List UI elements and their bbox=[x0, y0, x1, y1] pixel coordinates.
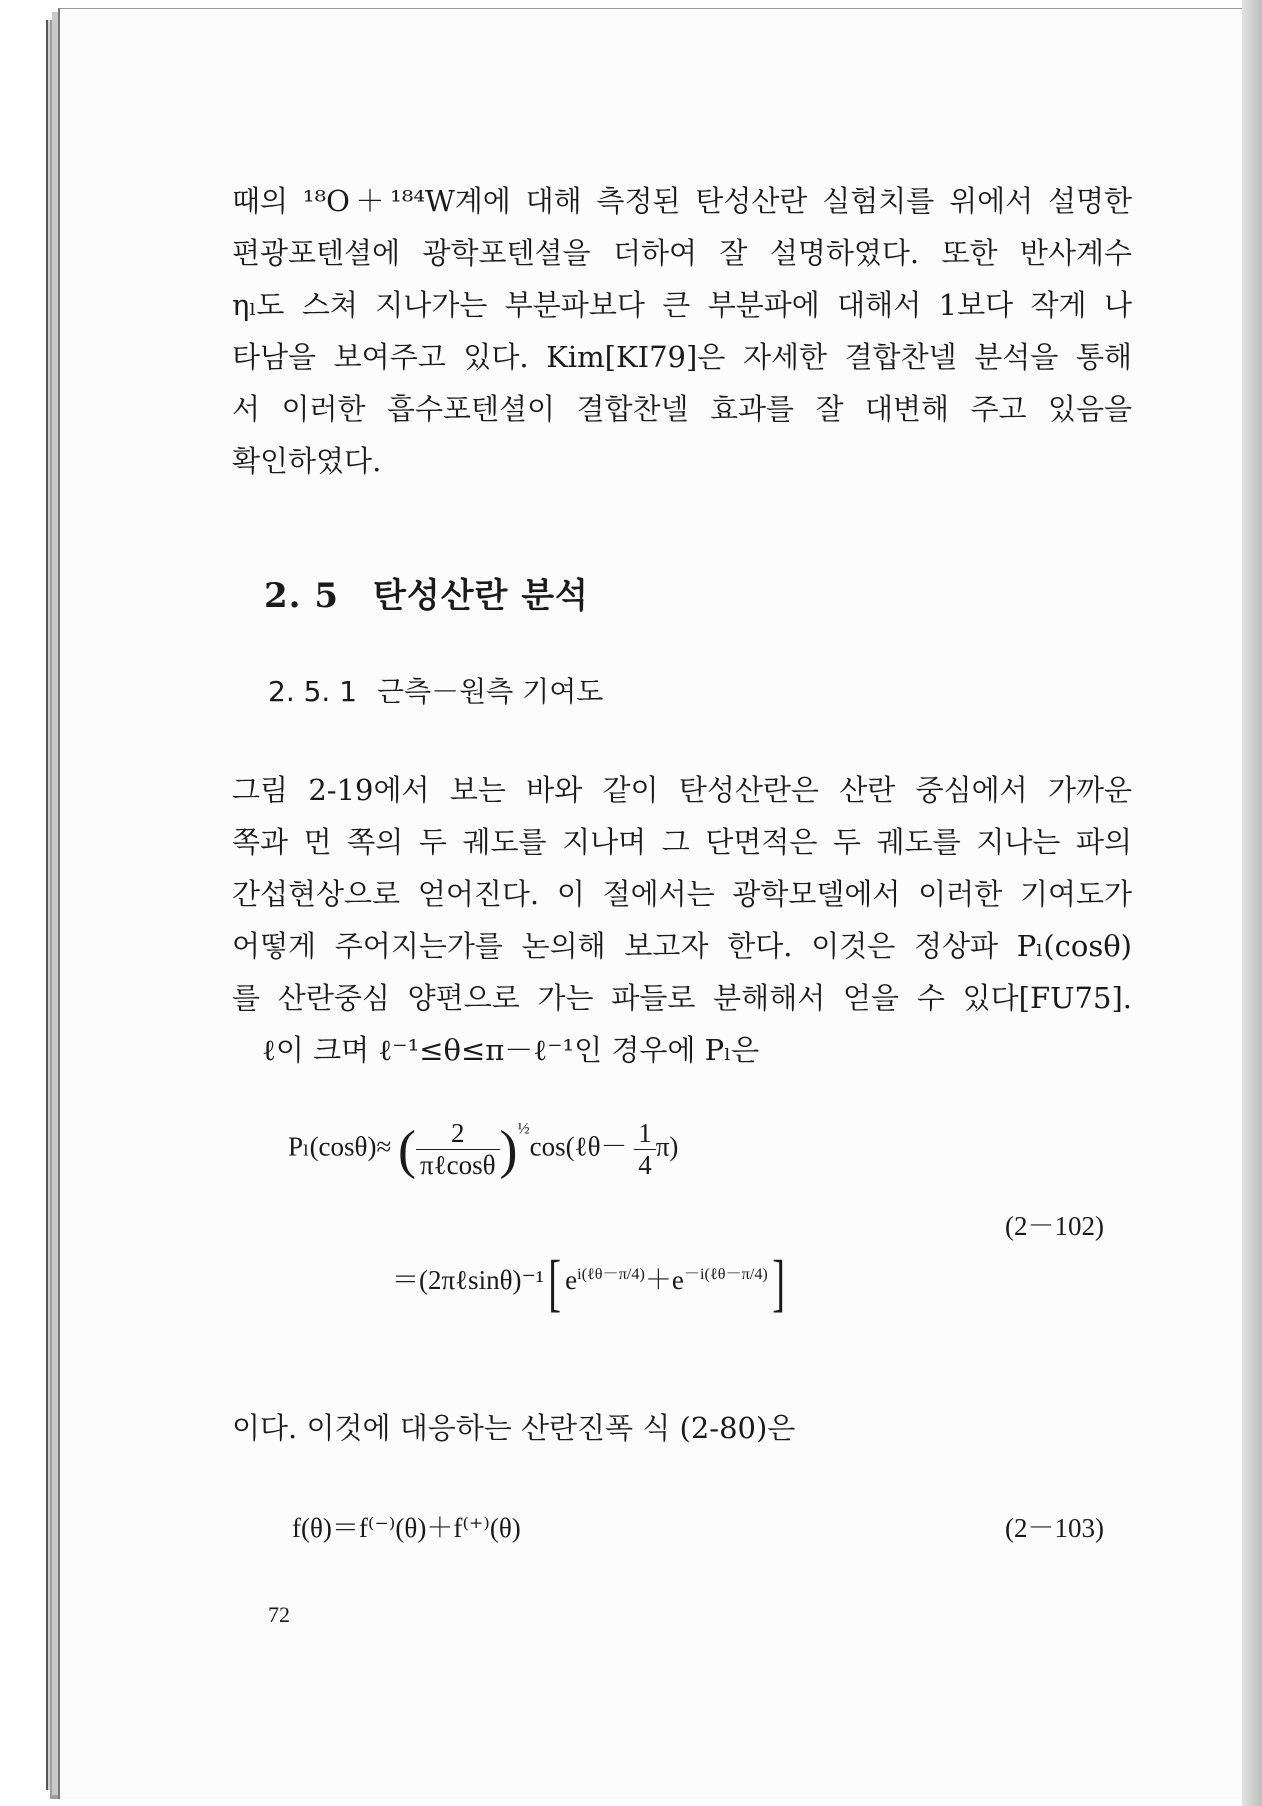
equation-number-2-102: (2－102) bbox=[1005, 1211, 1104, 1241]
exp-base: e bbox=[565, 1265, 578, 1296]
fraction bbox=[416, 1118, 500, 1181]
page-edge bbox=[1242, 0, 1262, 1806]
paragraph-body bbox=[232, 764, 1132, 1076]
equation-number-2-103: (2－103) bbox=[1005, 1513, 1104, 1543]
text-line: 서 이러한 흡수포텐셜이 결합찬넬 효과를 잘 대변해 주고 있음을 bbox=[232, 392, 1132, 426]
text-line: 때의 ¹⁸O＋¹⁸⁴W계에 대해 측정된 탄성산란 실험치를 위에서 설명한 bbox=[232, 184, 1132, 218]
fraction bbox=[634, 1118, 656, 1181]
equation-2-102-line2 bbox=[392, 1246, 789, 1320]
subsection-title: 근측－원측 기여도 bbox=[377, 675, 604, 708]
text-line: 를 산란중심 양편으로 가는 파들로 분해해서 얻을 수 있다[FU75]. bbox=[232, 981, 1132, 1015]
plus-term: ＋e bbox=[644, 1265, 684, 1296]
text-line: ℓ이 크며 ℓ⁻¹≤θ≤π－ℓ⁻¹인 경우에 Pₗ은 bbox=[262, 1033, 760, 1067]
fraction-numerator: 2 bbox=[416, 1118, 500, 1150]
paragraph-body-text bbox=[232, 764, 1132, 1076]
fraction-numerator: 1 bbox=[634, 1118, 656, 1150]
section-number: 2. 5 bbox=[264, 576, 339, 616]
exponent: －i(ℓθ－π/4) bbox=[683, 1265, 768, 1284]
equation-2-103: f(θ)＝f⁽⁻⁾(θ)＋f⁽⁺⁾(θ) bbox=[292, 1513, 521, 1543]
equation-tail: π) bbox=[655, 1131, 679, 1162]
section-title: 탄성산란 분석 bbox=[373, 576, 589, 616]
equation-cos: cos(ℓθ－ bbox=[529, 1131, 628, 1162]
paren-open: ( bbox=[398, 1119, 417, 1180]
text-line: 편광포텐셜에 광학포텐셜을 더하여 잘 설명하였다. 또한 반사계수 bbox=[232, 236, 1132, 270]
text-line: ηₗ도 스쳐 지나가는 부분파보다 큰 부분파에 대해서 1보다 작게 나 bbox=[232, 288, 1132, 322]
fraction-denominator: 4 bbox=[638, 1150, 652, 1180]
text-line: 쪽과 먼 쪽의 두 궤도를 지나며 그 단면적은 두 궤도를 지나는 파의 bbox=[232, 825, 1132, 859]
paragraph-followup-text: 이다. 이것에 대응하는 산란진폭 식 (2-80)은 bbox=[232, 1411, 796, 1445]
paragraph-intro-text bbox=[232, 175, 1132, 487]
exponent: ½ bbox=[517, 1119, 530, 1138]
paragraph-intro bbox=[232, 175, 1132, 487]
equation-lhs: Pₗ(cosθ)≈ bbox=[288, 1131, 392, 1162]
bracket-close: ] bbox=[772, 1247, 785, 1318]
paragraph-followup bbox=[232, 1402, 1132, 1454]
equation-2-102-line1 bbox=[288, 1118, 678, 1181]
fraction-denominator: πℓcosθ bbox=[420, 1150, 496, 1180]
section-heading bbox=[264, 568, 589, 617]
subsection-number: 2. 5. 1 bbox=[268, 675, 358, 708]
text-line: 그림 2-19에서 보는 바와 같이 탄성산란은 산란 중심에서 가까운 bbox=[232, 773, 1132, 807]
text-line: 타남을 보여주고 있다. Kim[KI79]은 자세한 결합찬넬 분석을 통해 bbox=[232, 340, 1132, 374]
paren-close: ) bbox=[499, 1119, 518, 1180]
page-number: 72 bbox=[268, 1602, 290, 1627]
text-line: 확인하였다. bbox=[232, 444, 382, 478]
subsection-heading bbox=[268, 670, 603, 710]
bracket-open: [ bbox=[548, 1247, 561, 1318]
text-line: 어떻게 주어지는가를 논의해 보고자 한다. 이것은 정상파 Pₗ(cosθ) bbox=[232, 929, 1132, 963]
text-line: 간섭현상으로 얻어진다. 이 절에서는 광학모델에서 이러한 기여도가 bbox=[232, 877, 1132, 911]
exponent: i(ℓθ－π/4) bbox=[577, 1265, 645, 1284]
equation-lhs: ＝(2πℓsinθ)⁻¹ bbox=[392, 1265, 544, 1296]
